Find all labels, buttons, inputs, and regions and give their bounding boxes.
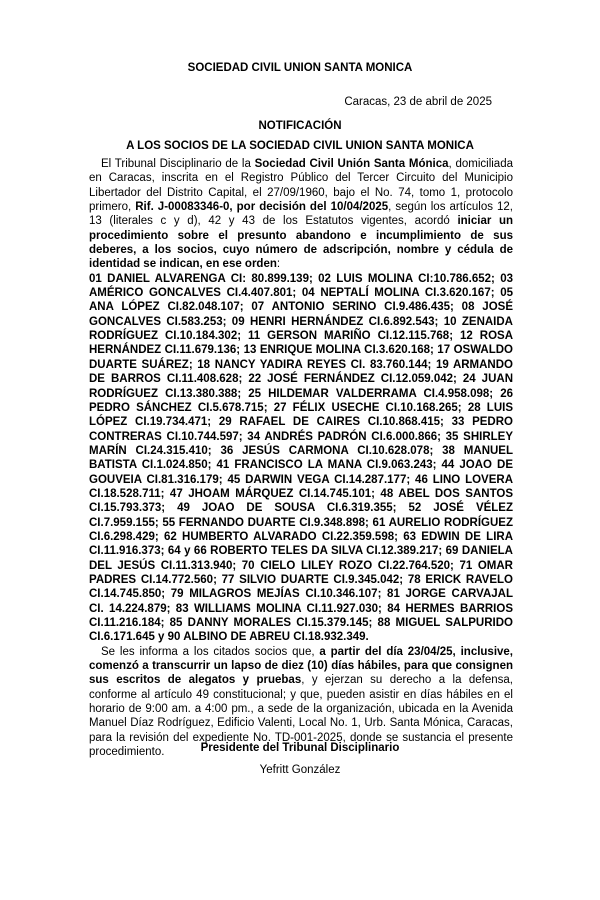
organization-header: SOCIEDAD CIVIL UNION SANTA MONICA bbox=[187, 62, 413, 74]
signature-title: Presidente del Tribunal Disciplinario bbox=[200, 742, 400, 754]
members-list: 01 DANIEL ALVARENGA CI: 80.899.139; 02 LUIS MOLINA CI:10.786.652; 03 AMÉRICO GONCALVES CI.4.407.801; 04 NEPTALÍ MOLINA CI.3.620.167; 05 ANA LÓPEZ CI.82.048.107; 07 ANTONIO SERINO CI.9.486.435; 08 JOSÉ GONCALVES CI.583.253; 09 HENRI HERNÁNDEZ CI.6.892.543; 10 ZENAIDA RODRÍGUEZ CI.10.184.302; 11 GERSON MARIÑO CI.12.115.768; 12 ROSA HERNÁNDEZ CI.11.679.136; 13 ENRIQUE MOLINA CI.3.620.168; 17 OSWALDO DUARTE SUÁREZ; 18 NANCY YADIRA REYES CI. 83.760.144; 19 ARMANDO DE BARROS CI.11.408.628; 22 JOSÉ FERNÁNDEZ CI.12.059.042; 24 JUAN RODRÍGUEZ CI.13.380.388; 25 HILDEMAR VALDERRAMA CI.4.958.098; 26 PEDRO SÁNCHEZ CI.5.678.715; 27 FÉLIX USECHE CI.10.168.265; 28 LUIS LÓPEZ CI.19.734.471; 29 RAFAEL DE CAIRES CI.10.868.415; 33 PEDRO CONTRERAS CI.10.744.597; 34 ANDRÉS PADRÓN CI.6.000.866; 35 SHIRLEY MARÍN CI.24.315.410; 36 JESÚS CARMONA CI.10.628.078; 38 MANUEL BATISTA CI.1.024.850; 41 FRANCISCO LA MANA CI.9.063.243; 44 JOAO DE GOUVEIA CI.81.316.179; 45 DARWIN VEGA CI.14.287.177; 46 LINO LOVERA CI.18.528.711; 47 JHOAM MÁRQUEZ CI.14.745.101; 48 ABEL DOS SANTOS CI.15.793.373; 49 JOAO DE SOUSA CI.6.319.355; 52 JOSÉ VÉLEZ CI.7.959.155; 55 FERNANDO DUARTE CI.9.348.898; 61 AURELIO RODRÍGUEZ CI.6.298.429; 62 HUMBERTO ALVARADO CI.22.359.598; 63 EDWIN DE LIRA CI.11.916.373; 64 y 66 ROBERTO TELES DA SILVA CI.12.389.217; 69 DANIELA DEL JESÚS CI.11.313.940; 70 CIELO LILEY ROZO CI.22.764.520; 71 OMAR PADRES CI.14.772.560; 77 SILVIO DUARTE CI.9.345.042; 78 ERICK RAVELO CI.14.745.850; 79 MILAGROS MEJÍAS CI.10.346.107; 81 JORGE CARVAJAL CI. 14.224.879; 83 WILLIAMS MOLINA CI.11.927.030; 84 HERMES BARRIOS CI.11.216.184; 85 DANNY MORALES CI.15.379.145; 88 MIGUEL SALPURIDO CI.6.171.645 y 90 ALBINO DE ABREU CI.18.932.349. bbox=[89, 272, 513, 644]
notice-bold-deadline: a partir del día 23/04/25, inclusive, comenzó a transcurrir un lapso de diez (10) días hábiles, para que consignen sus escritos de alegatos y pruebas bbox=[89, 645, 514, 687]
intro-paragraph bbox=[89, 157, 513, 272]
document-body bbox=[89, 157, 513, 759]
intro-text-1: El Tribunal Disciplinario de la bbox=[101, 158, 255, 170]
intro-bold-org-name: Sociedad Civil Unión Santa Mónica bbox=[254, 158, 449, 170]
notice-text-2: , y ejerzan su derecho a la defensa, conforme al artículo 49 constitucional; y que, pueden asistir en días hábiles en el horario de 9:00 am. a 4:00 pm., a sede de la organización, ubicada en la Avenida Manuel Díaz Rodríguez, Edificio Valenti, Local No. 1, Urb. Santa Mónica, Caracas, para la revisión del expediente No. TD-001-2025, donde se sustancia el presente procedimiento. bbox=[89, 674, 513, 759]
document-subtitle: A LOS SOCIOS DE LA SOCIEDAD CIVIL UNION SANTA MONICA bbox=[126, 140, 474, 152]
intro-text-2: , domiciliada en Caracas, inscrita en el Registro Público del Tercer Circuito del Municipio Libertador del Distrito Capital, el 27/09/1960, bajo el No. 74, tomo 1, protocolo primero, bbox=[89, 158, 513, 214]
intro-text-4: : bbox=[276, 258, 281, 271]
intro-text-3: , según los artículos 12, 13 (literales c y d), 42 y 43 de los Estatutos vigentes, acordó bbox=[89, 201, 513, 228]
intro-bold-rif-decision: Rif. J-00083346-0, por decisión del 10/04/2025 bbox=[135, 201, 389, 214]
signature-name: Yefritt González bbox=[259, 764, 341, 776]
document-title: NOTIFICACIÓN bbox=[258, 120, 342, 132]
notice-text-1: Se les informa a los citados socios que, bbox=[101, 645, 320, 658]
intro-bold-procedure: iniciar un procedimiento sobre el presunto abandono e incumplimiento de sus deberes, a los socios, cuyo número de adscripción, nombre y cédula de identidad se indican, en ese orden bbox=[89, 215, 514, 271]
document-date: Caracas, 23 de abril de 2025 bbox=[344, 96, 492, 108]
